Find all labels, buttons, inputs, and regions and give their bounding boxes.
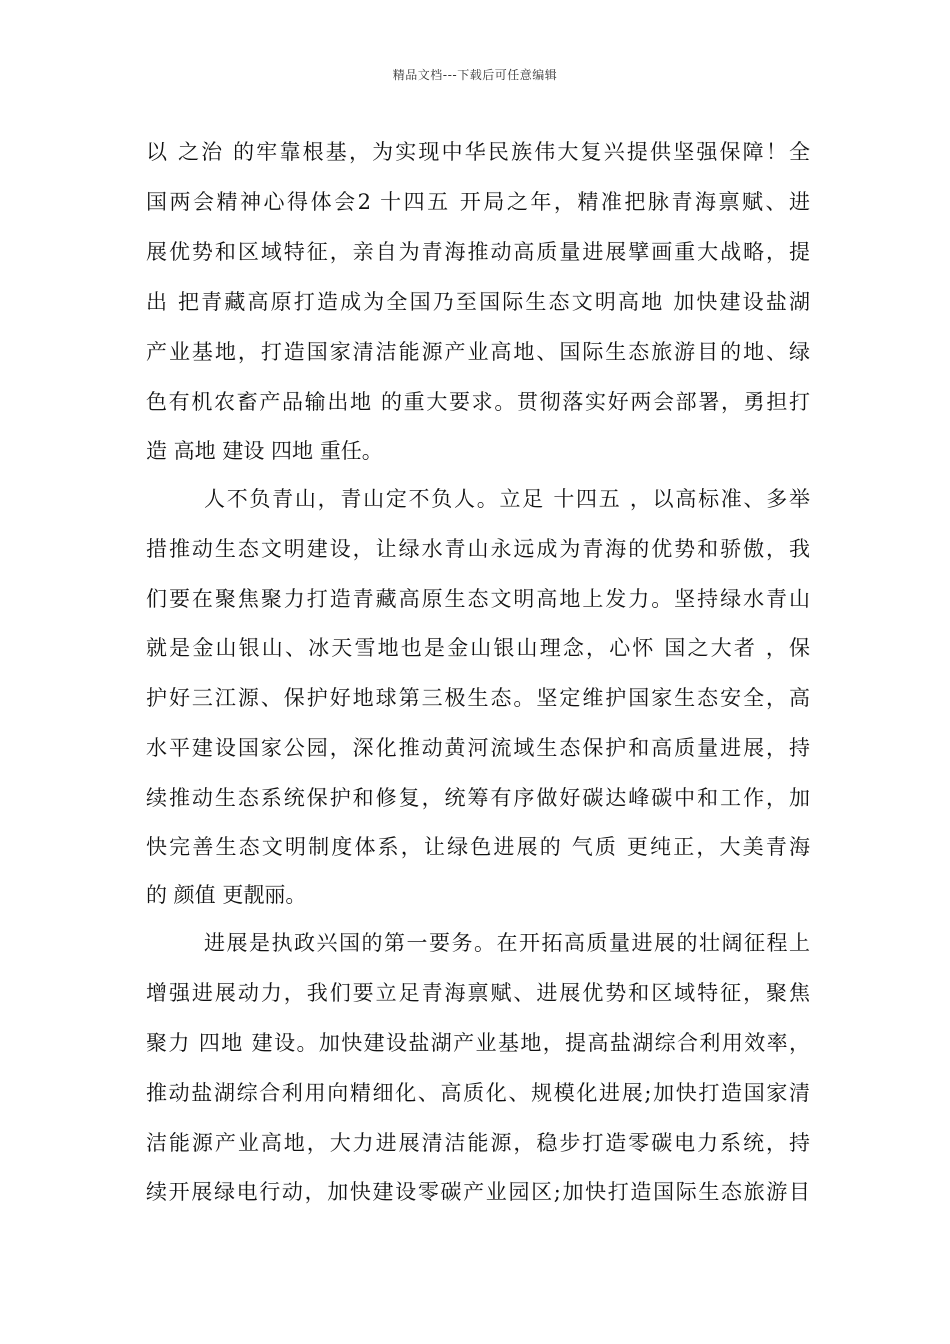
text-line: 们要在聚焦聚力打造青藏高原生态文明高地上发力。坚持绿水青山 [146, 587, 810, 611]
text-line: 造 高地 建设 四地 重任。 [146, 439, 383, 463]
text-line: 进展是执政兴国的第一要务。在开拓高质量进展的壮阔征程上 [204, 931, 810, 955]
text-line: 的 颜值 更靓丽。 [146, 883, 307, 907]
text-line: 增强进展动力，我们要立足青海禀赋、进展优势和区域特征，聚焦 [146, 981, 810, 1005]
text-line: 护好三江源、保护好地球第三极生态。坚定维护国家生态安全，高 [146, 686, 810, 710]
text-line: 国两会精神心得体会2 十四五 开局之年，精准把脉青海禀赋、进 [146, 190, 810, 214]
text-line: 出 把青藏高原打造成为全国乃至国际生态文明高地 加快建设盐湖 [146, 290, 810, 314]
text-line: 产业基地，打造国家清洁能源产业高地、国际生态旅游目的地、绿 [146, 340, 810, 364]
text-line: 展优势和区域特征，亲自为青海推动高质量进展擘画重大战略，提 [146, 240, 810, 264]
text-line: 续推动生态系统保护和修复，统筹有序做好碳达峰碳中和工作，加 [146, 786, 810, 810]
text-line: 推动盐湖综合利用向精细化、高质化、规模化进展;加快打造国家清 [146, 1081, 810, 1105]
text-line: 以 之治 的牢靠根基，为实现中华民族伟大复兴提供坚强保障！全 [146, 140, 810, 164]
text-line: 快完善生态文明制度体系，让绿色进展的 气质 更纯正，大美青海 [146, 835, 810, 859]
text-line: 就是金山银山、冰天雪地也是金山银山理念，心怀 国之大者 ，保 [146, 636, 810, 660]
text-line: 措推动生态文明建设，让绿水青山永远成为青海的优势和骄傲，我 [146, 537, 810, 561]
text-line: 续开展绿电行动，加快建设零碳产业园区;加快打造国际生态旅游目 [146, 1180, 810, 1204]
text-line: 洁能源产业高地，大力进展清洁能源，稳步打造零碳电力系统，持 [146, 1131, 810, 1155]
text-line: 人不负青山，青山定不负人。立足 十四五 ，以高标准、多举 [204, 487, 810, 511]
text-line: 聚力 四地 建设。加快建设盐湖产业基地，提高盐湖综合利用效率， [146, 1031, 810, 1055]
page-header: 精品文档---下载后可任意编辑 [392, 68, 558, 82]
text-line: 水平建设国家公园，深化推动黄河流域生态保护和高质量进展，持 [146, 736, 810, 760]
text-line: 色有机农畜产品输出地 的重大要求。贯彻落实好两会部署，勇担打 [146, 390, 810, 414]
